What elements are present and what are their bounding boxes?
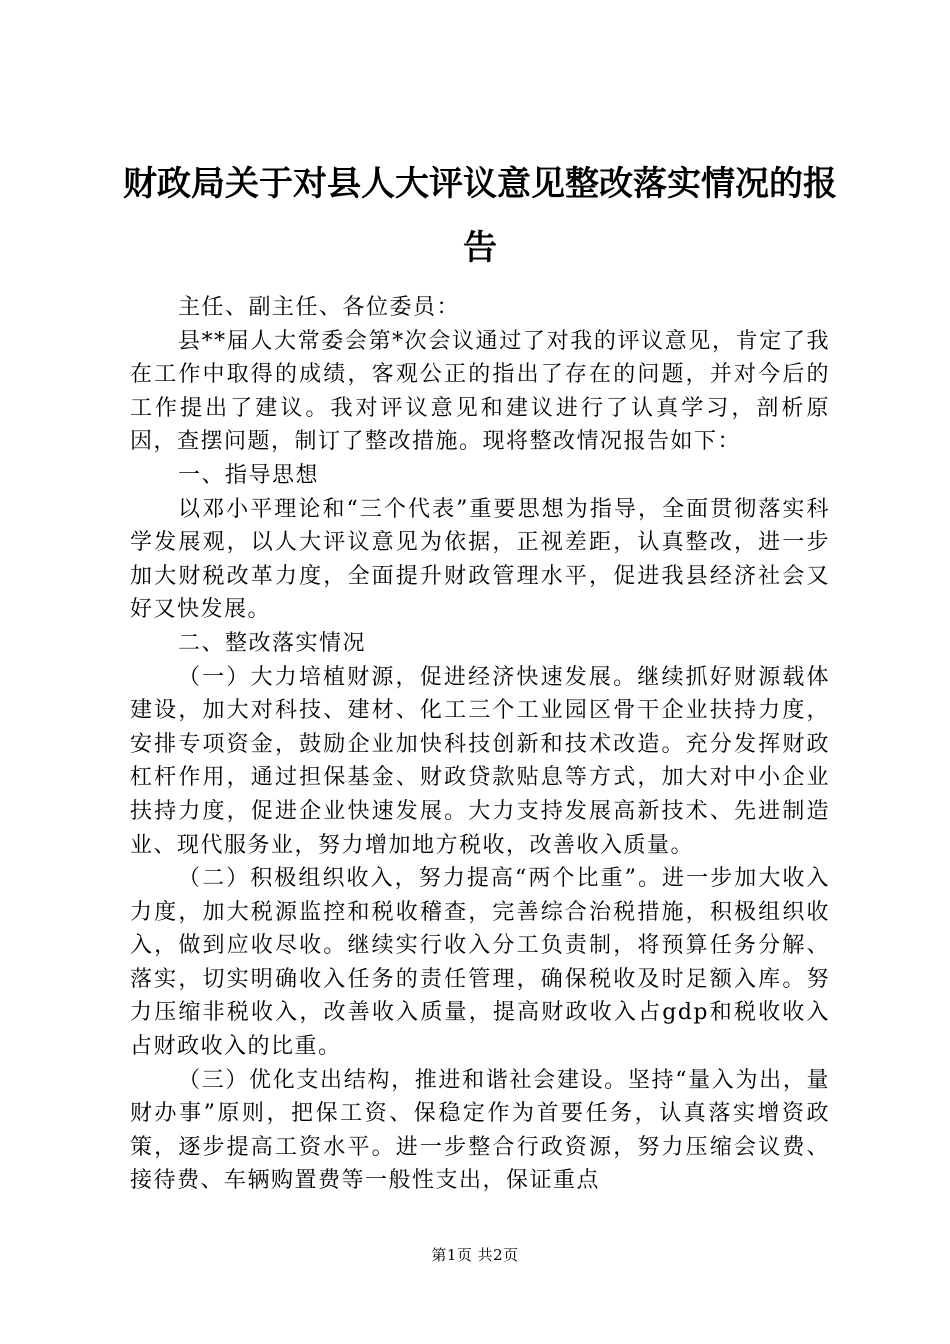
rectification-item-2: （二）积极组织收入，努力提高“两个比重”。进一步加大收入力度，加大税源监控和税收稽查，完善综合治税措施，积极组织收入，做到应收尽收。继续实行收入分工负责制，将预算任务分解、落实，切实明确收入任务的责任管理，确保税收及时足额入库。努力压缩非税收入，改善收入质量，提高财政收入占gdp和税收收入占财政收入的比重。: [130, 866, 830, 1060]
document-body: [130, 291, 830, 1198]
rectification-item-1: （一）大力培植财源，促进经济快速发展。继续抓好财源载体建设，加大对科技、建材、化工三个工业园区骨干企业扶持力度，安排专项资金，鼓励企业加快科技创新和技术改造。充分发挥财政杠杆作用，通过担保基金、财政贷款贴息等方式，加大对中小企业扶持力度，促进企业快速发展。大力支持发展高新技术、先进制造业、现代服务业，努力增加地方税收，改善收入质量。: [130, 664, 830, 858]
section-heading-guiding-thought: 一、指导思想: [178, 462, 320, 488]
section-heading-rectification: 二、整改落实情况: [178, 630, 367, 656]
guiding-thought-paragraph: 以邓小平理论和“三个代表”重要思想为指导，全面贯彻落实科学发展观，以人大评议意见为依据，正视差距，认真整改，进一步加大财税改革力度，全面提升财政管理水平，促进我县经济社会又好又快发展。: [130, 496, 830, 623]
document-title: 财政局关于对县人大评议意见整改落实情况的报告: [123, 164, 837, 268]
page-number-footer: 第1页 共2页: [431, 1246, 519, 1264]
intro-paragraph: 县**届人大常委会第*次会议通过了对我的评议意见，肯定了我在工作中取得的成绩，客观公正的指出了存在的问题，并对今后的工作提出了建议。我对评议意见和建议进行了认真学习，剖析原因，查摆问题，制订了整改措施。现将整改情况报告如下：: [130, 328, 830, 455]
salutation: 主任、副主任、各位委员：: [178, 295, 461, 320]
rectification-item-3: （三）优化支出结构，推进和谐社会建设。坚持“量入为出，量财办事”原则，把保工资、保稳定作为首要任务，认真落实增资政策，逐步提高工资水平。进一步整合行政资源，努力压缩会议费、接待费、车辆购置费等一般性支出，保证重点: [130, 1067, 830, 1194]
